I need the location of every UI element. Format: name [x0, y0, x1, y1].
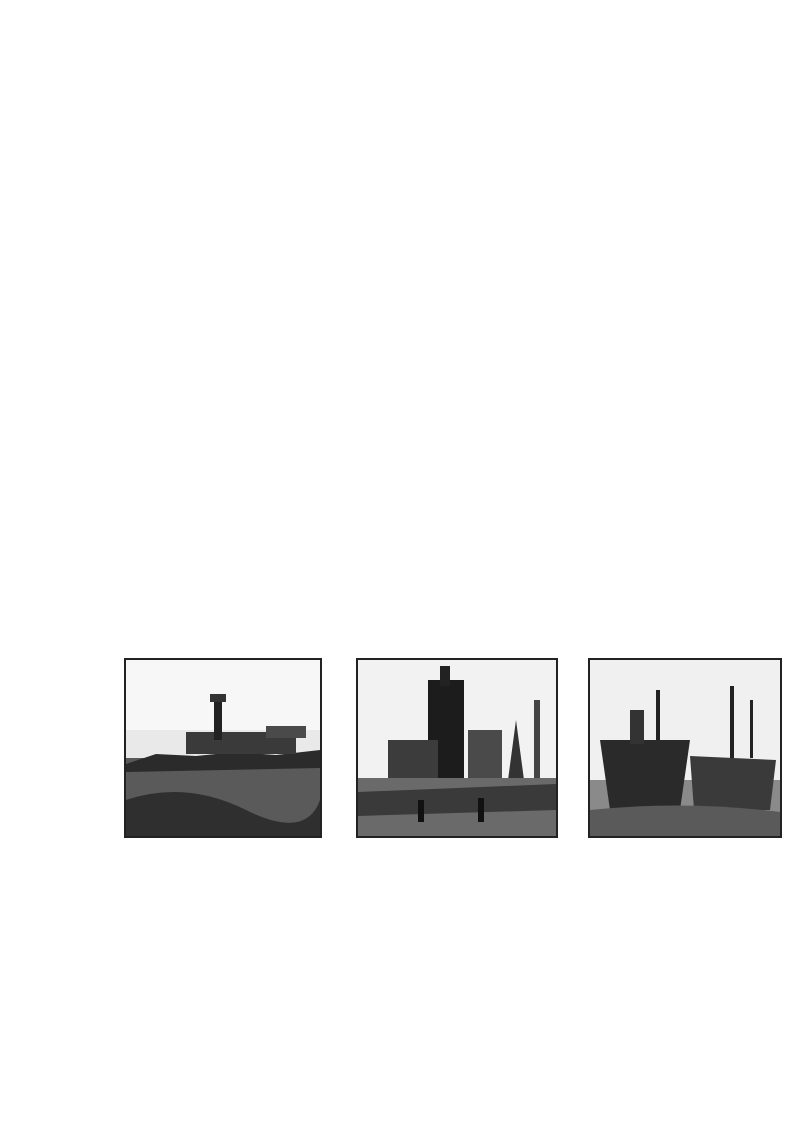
- textile-mill-photo: [124, 658, 322, 838]
- photo-strip: [118, 658, 784, 836]
- steamship-photo: [588, 658, 782, 838]
- ironworks-photo: [356, 658, 558, 838]
